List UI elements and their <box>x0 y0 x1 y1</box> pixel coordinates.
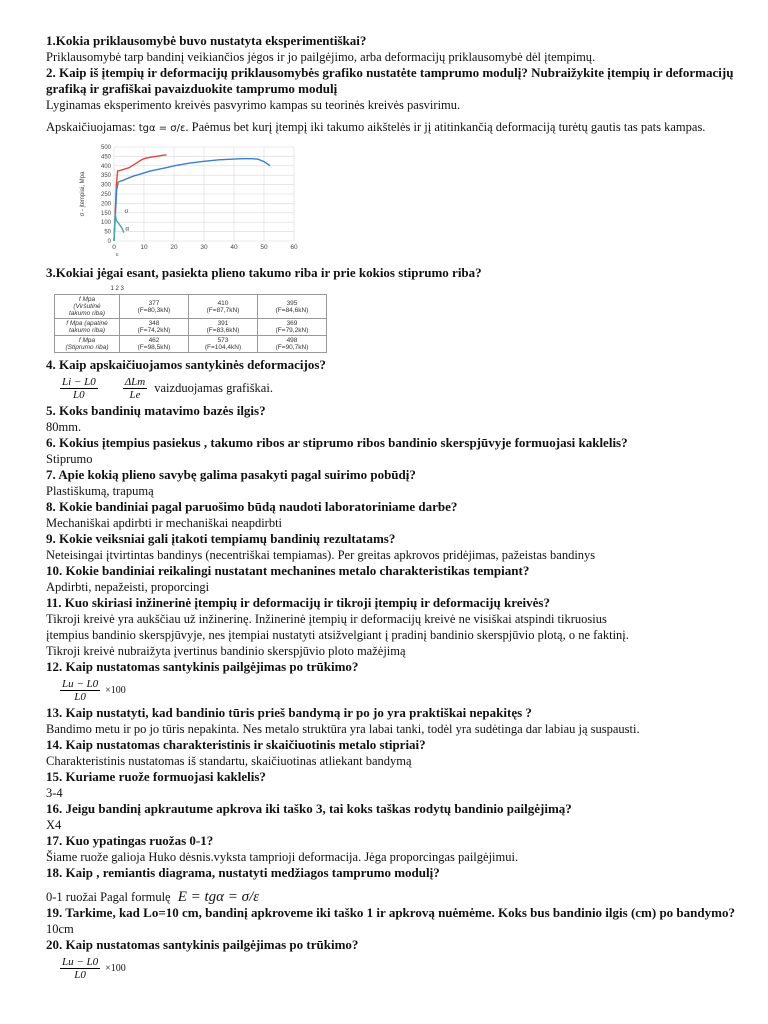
question-1: 1.Kokia priklausomybė buvo nustatyta eksperimentiškai? <box>46 33 367 48</box>
formula-fraction: ΔLm Le <box>124 375 146 401</box>
answer-2-prefix: Apskaičiuojamas: <box>46 120 136 134</box>
x-axis-label: ε <box>116 251 119 258</box>
answer-17: Šiame ruože galioja Huko dėsnis.vyksta tamprioji deformacija. Jėga proporcingas pailgėjimui. <box>46 850 519 864</box>
stress-strain-chart <box>74 143 736 263</box>
question-16: 16. Jeigu bandinį apkrautume apkrova iki taško 3, tai koks taškas rodytų bandinio pailgėjimą? <box>46 801 572 816</box>
y-tick-label: 350 <box>100 173 111 180</box>
question-10: 10. Kokie bandiniai reikalingi nustatant mechanines metalo charakteristikas tempiant? <box>46 563 530 578</box>
question-8: 8. Kokie bandiniai pagal paruošimo būdą naudoti laboratoriniame darbe? <box>46 499 458 514</box>
answer-14: Charakteristinis nustatomas iš standartu, skaičiuotinas atliekant bandymą <box>46 754 412 768</box>
x-tick-label: 50 <box>260 244 268 251</box>
elongation-formula <box>46 953 736 983</box>
annotation-label: σ <box>124 206 129 215</box>
answer-16: X4 <box>46 818 62 832</box>
table-row: f Mpa (Viršutinė takumo riba) 377 (F=80,3kN) 410 (F=87,7kN) 395 (F=84,6kN) <box>55 295 327 319</box>
question-4: 4. Kaip apskaičiuojamos santykinės deformacijos? <box>46 357 326 372</box>
question-12: 12. Kaip nustatomas santykinis pailgėjimas po trūkimo? <box>46 659 359 674</box>
question-18: 18. Kaip , remiantis diagrama, nustatyti medžiagos tamprumo modulį? <box>46 865 440 880</box>
series-line-blue <box>114 159 270 241</box>
y-tick-label: 50 <box>104 229 111 236</box>
document-page <box>46 33 736 983</box>
answer-19: 10cm <box>46 922 74 936</box>
answer-7: Plastiškumą, trapumą <box>46 484 154 498</box>
y-tick-label: 150 <box>100 210 111 217</box>
answer-11-line3: Tikroji kreivė nubraižyta įvertinus bandinio skerspjūvio ploto mažėjimą <box>46 644 406 658</box>
x-tick-label: 30 <box>200 244 208 251</box>
formula-fraction: Li − L0 L0 <box>62 375 96 401</box>
y-tick-label: 100 <box>100 220 111 227</box>
relative-deformation-formulas <box>46 373 736 403</box>
x-tick-label: 20 <box>170 244 178 251</box>
answer-13: Bandimo metu ir po jo tūris nepakinta. Nes metalo struktūra yra labai tanki, todėl yra sudėtinga dar labiau ją suspausti. <box>46 722 640 736</box>
answer-11-line1: Tikroji kreivė yra aukščiau už inžinerinę. Inžinerinė įtempių ir deformacijų kreivė ne visiškai atspindi tikruosius <box>46 612 607 626</box>
elongation-formula <box>46 675 736 705</box>
answer-18: 0-1 ruožai Pagal formulę E = tgα = σ/ε <box>46 889 260 905</box>
yield-strength-table <box>54 285 327 353</box>
y-tick-label: 450 <box>100 154 111 161</box>
series-line-teal <box>114 214 124 241</box>
annotation-label: α <box>125 224 130 233</box>
question-7: 7. Apie kokią plieno savybę galima pasakyti pagal suirimo pobūdį? <box>46 467 416 482</box>
y-tick-label: 400 <box>100 163 111 170</box>
answer-2-line2 <box>46 119 736 137</box>
x-tick-label: 0 <box>112 244 116 251</box>
y-tick-label: 200 <box>100 201 111 208</box>
modulus-formula: E = tgα = σ/ε <box>177 889 260 905</box>
x-tick-label: 40 <box>230 244 238 251</box>
answer-15: 3-4 <box>46 786 63 800</box>
formula-fraction: $\frac{Lu - L0}{L0}$ <box>62 677 99 703</box>
answer-11-line2: įtempius bandinio skerspjūvyje, nes įtempiai nustatyti atsižvelgiant į pradinį bandinio skerspjūvio plotą, o ne faktinį. <box>46 628 629 642</box>
y-tick-label: 300 <box>100 182 111 189</box>
y-tick-label: 500 <box>100 145 111 151</box>
question-9: 9. Kokie veiksniai gali įtakoti tempiamų bandinių rezultatams? <box>46 531 396 546</box>
chart-svg <box>74 143 304 258</box>
answer-5: 80mm. <box>46 420 82 434</box>
y-tick-label: 250 <box>100 192 111 198</box>
question-20: 20. Kaip nustatomas santykinis pailgėjimas po trūkimo? <box>46 937 359 952</box>
question-3: 3.Kokiai jėgai esant, pasiekta plieno takumo riba ir prie kokios stiprumo riba? <box>46 265 482 280</box>
question-2: 2. Kaip iš įtempių ir deformacijų priklausomybės grafiko nustatėte tamprumo modulį? Nubraižykite įtempių ir deformacijų grafiką ir grafiškai pavaizduokite tamprumo modulį <box>46 65 734 96</box>
question-19: 19. Tarkime, kad Lo=10 cm, bandinį apkroveme iki taško 1 ir apkrovą nuėmėme. Koks bus bandinio ilgis (cm) po bandymo? <box>46 905 735 920</box>
question-5: 5. Koks bandinių matavimo bazės ilgis? <box>46 403 266 418</box>
answer-1: Priklausomybė tarp bandinį veikiančios jėgos ir jo pailgėjimo, arba deformacijų priklausomybė dėl įtempimų. <box>46 50 596 64</box>
y-tick-label: 0 <box>107 239 111 245</box>
x-tick-label: 60 <box>290 244 298 251</box>
answer-4: vaizduojamas grafiškai. <box>154 381 273 395</box>
answer-8: Mechaniškai apdirbti ir mechaniškai neapdirbti <box>46 516 283 530</box>
answer-6: Stiprumo <box>46 452 93 466</box>
x-tick-label: 10 <box>140 244 148 251</box>
table-row: f Mpa (apatinė takumo riba) 348 (F=74,2kN) 391 (F=83,6kN) 369 (F=79,2kN) <box>55 319 327 336</box>
answer-9: Neteisingai įtvirtintas bandinys (necentriškai tempiamas). Per greitas apkrovos pridėjimas, pažeistas bandinys <box>46 548 596 562</box>
table-header: 1 2 3 <box>110 286 124 292</box>
question-6: 6. Kokius įtempius pasiekus , takumo ribos ar stiprumo ribos bandinio skerspjūvyje formuojasi kaklelis? <box>46 435 628 450</box>
table-row: f Mpa (Stiprumo riba) 462 (F=98,5kN) 573 (F=104,4kN) 498 (F=90,7kN) <box>55 336 327 353</box>
question-11: 11. Kuo skiriasi inžinerinė įtempių ir deformacijų ir tikroji įtempių ir deformacijų kreivės? <box>46 595 550 610</box>
answer-10: Apdirbti, nepažeisti, proporcingi <box>46 580 210 594</box>
formula-multiplier: ×100 <box>105 962 126 974</box>
formula-fraction: $\frac{Lu - L0}{L0}$ <box>62 955 99 981</box>
question-13: 13. Kaip nustatyti, kad bandinio tūris prieš bandymą ir po jo yra praktiškai nepakitęs ? <box>46 705 532 720</box>
formula-multiplier: ×100 <box>105 684 126 696</box>
question-15: 15. Kuriame ruože formuojasi kaklelis? <box>46 769 266 784</box>
answer-2-suffix: . Paėmus bet kurį įtempį iki takumo aikštelės ir jį atitinkančią deformaciją turėtų gautis tas pats kampas. <box>185 120 706 134</box>
answer-2-line1: Lyginamas eksperimento kreivės pasvyrimo kampas su teorinės kreivės pasvirimu. <box>46 98 461 112</box>
y-axis-label: σ - įtempiai, Mpa <box>80 171 86 217</box>
question-14: 14. Kaip nustatomas charakteristinis ir skaičiuotinis metalo stipriai? <box>46 737 426 752</box>
tangent-formula: tgα = σ/ε <box>138 123 186 134</box>
question-17: 17. Kuo ypatingas ruožas 0-1? <box>46 833 214 848</box>
